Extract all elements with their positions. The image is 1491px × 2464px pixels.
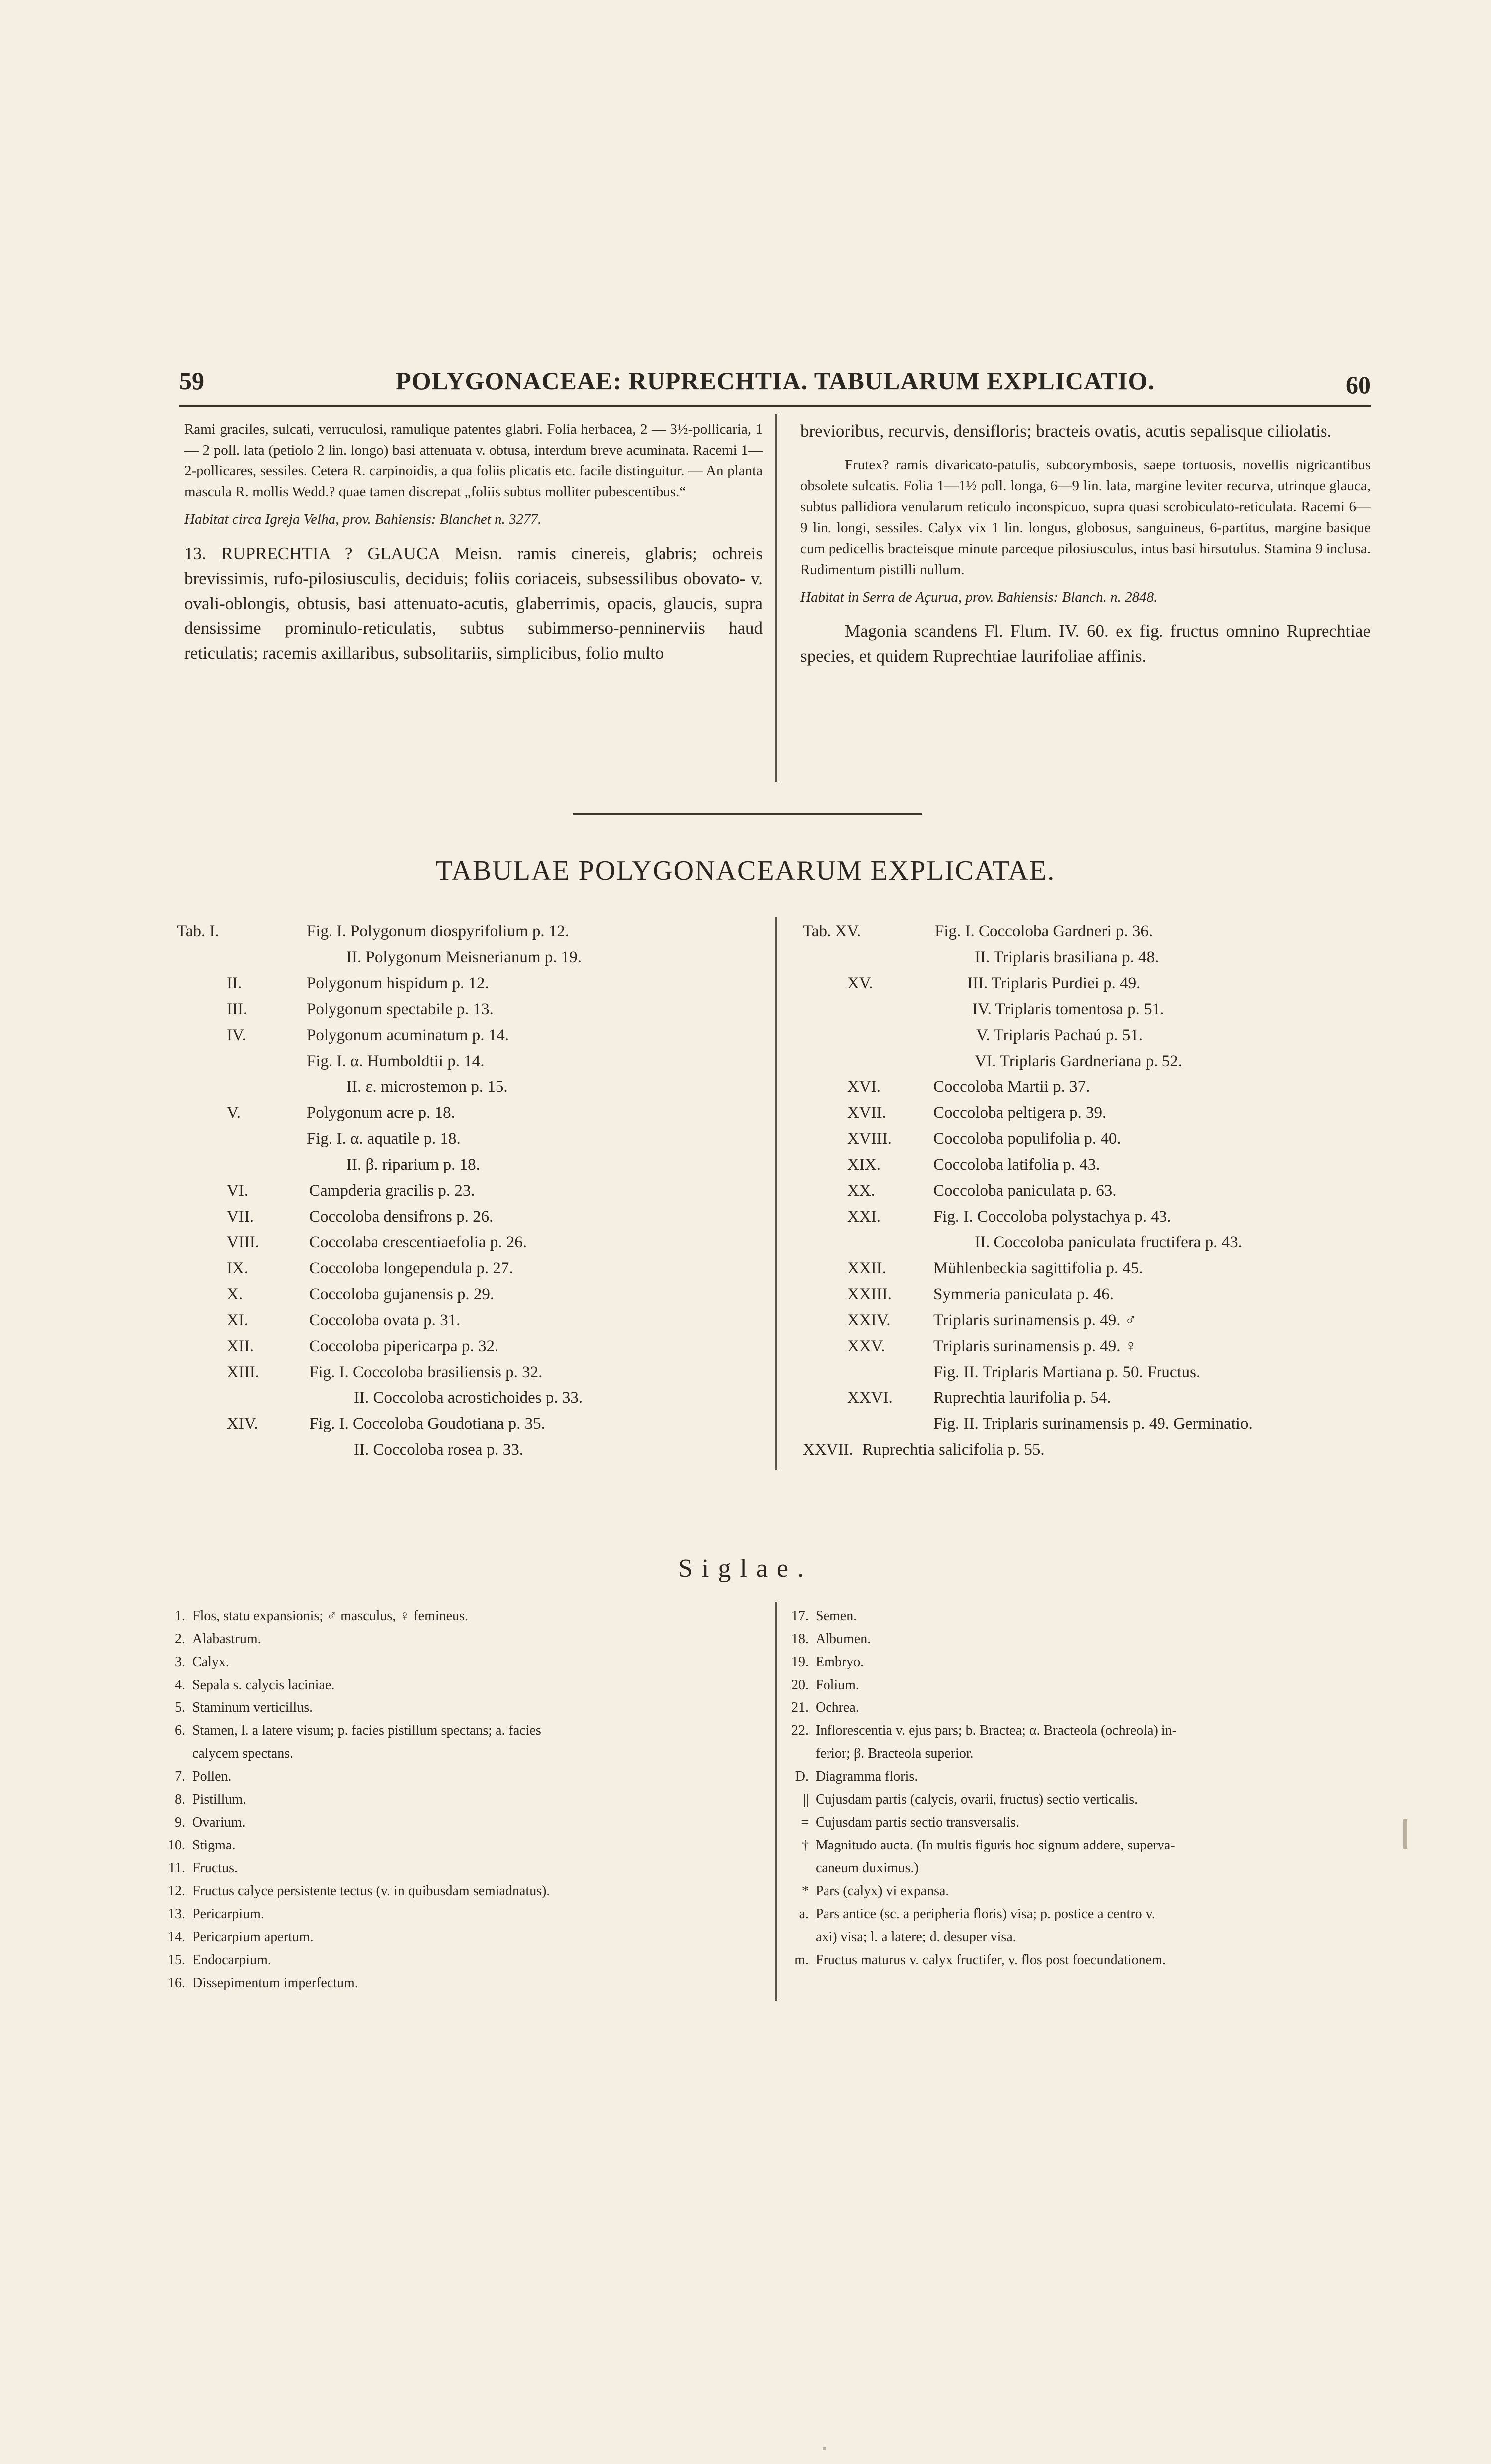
sigla-item: 1. Flos, statu expansionis; ♂ masculus, ♀ femineus. (175, 1608, 468, 1624)
right-text-column (800, 419, 1371, 669)
page-header (179, 366, 1371, 406)
sigla-item: 5. Staminum verticillus. (175, 1700, 313, 1715)
tab-row: Tab. XV. Fig. I. Coccoloba Gardneri p. 36. (803, 923, 1153, 940)
sigla-item: 17. Semen. (791, 1608, 857, 1624)
sigla-item: D. Diagramma floris. (795, 1769, 918, 1784)
tab-row: XV. III. Triplaris Purdiei p. 49. (847, 974, 1141, 992)
paper-speck (1403, 1819, 1407, 1849)
sigla-item: 11. Fructus. (168, 1860, 238, 1876)
sigla-item: 10. Stigma. (168, 1838, 236, 1853)
sigla-item: 7. Pollen. (175, 1769, 232, 1784)
sigla-item: 18. Albumen. (791, 1631, 871, 1647)
left-text-column (184, 419, 763, 666)
tab-row: IV. Polygonum acuminatum p. 14. (227, 1026, 509, 1044)
tab-row: XXII. Mühlenbeckia sagittifolia p. 45. (847, 1259, 1143, 1277)
tab-row: XI. Coccoloba ovata p. 31. (227, 1311, 461, 1329)
column-divider (775, 414, 777, 782)
magonia-scandens-note: Magonia scandens Fl. Flum. IV. 60. ex fig. fructus omnino Ruprechtiae species, et quidem Ruprechtiae laurifoliae affinis. (800, 621, 1371, 666)
siglae-divider (775, 1602, 777, 2001)
right-habitat: Habitat in Serra de Açurua, prov. Bahiensis: Blanch. n. 2848. (800, 589, 1158, 605)
sigla-item: 15. Endocarpium. (168, 1952, 271, 1968)
sigla-item: a. Pars antice (sc. a peripheria floris) visa; p. postice a centro v. (799, 1906, 1155, 1922)
sigla-item: * Pars (calyx) vi expansa. (802, 1883, 949, 1899)
sigla-item: 19. Embryo. (791, 1654, 864, 1670)
tabulae-title: TABULAE POLYGONACEARUM EXPLICATAE. (435, 855, 1056, 886)
right-frutex-paragraph: Frutex? ramis divaricato-patulis, subcorymbosis, saepe tortuosis, novellis nigricantibus obsolete sulcatis. Folia 1—1½ poll. longa, 6—9 lin. lata, margine leviter recurva, utrinque glauca, subtus pallidiora venularum reticulo inconspicuo, supra quasi scrobiculato-reticulata. Racemi 6—9 lin. longi, sessiles. Calyx vix 1 lin. longus, globosus, sanguineus, 6-partitus, margine basique cum pedicellis bracteisque minute parceque pilosiusculus, intus basi hirsutulus. Stamina 9 inclusa. Rudimentum pistilli nullum. (800, 457, 1371, 578)
tab-row: II. β. riparium p. 18. (346, 1156, 480, 1174)
header-rule (179, 405, 1371, 407)
tab-row: II. Coccoloba rosea p. 33. (354, 1441, 523, 1459)
sigla-item: 16. Dissepimentum imperfectum. (168, 1975, 358, 1991)
tab-row: Fig. II. Triplaris Martiana p. 50. Fructus. (933, 1363, 1201, 1381)
tab-row: Fig. I. α. aquatile p. 18. (307, 1130, 461, 1148)
entry-13-ruprechtia-glauca: 13. RUPRECHTIA ? GLAUCA Meisn. ramis cinereis, glabris; ochreis brevissimis, rufo-pilosiusculis, deciduis; foliis coriaceis, subsessilibus obovato- v. ovali-oblongis, obtusis, basi attenuato-acutis, glaberrimis, opacis, glaucis, supra densissime prominulo-reticulatis, subtus subimmerso-penninerviis haud reticulatis; racemis axillaribus, subsolitariis, simplicibus, folio multo (184, 544, 763, 663)
paper-speck (823, 2447, 826, 2450)
sigla-item: 12. Fructus calyce persistente tectus (v. in quibusdam semiadnatus). (168, 1883, 550, 1899)
tab-row: II. Polygonum hispidum p. 12. (227, 974, 489, 992)
sigla-item: 8. Pistillum. (175, 1792, 247, 1807)
sigla-item: 2. Alabastrum. (175, 1631, 261, 1647)
running-title: POLYGONACEAE: RUPRECHTIA. TABULARUM EXPLICATIO. (396, 367, 1155, 395)
right-page-number: 60 (1346, 371, 1371, 399)
tab-row: XVII. Coccoloba peltigera p. 39. (847, 1104, 1107, 1122)
tab-row: II. Polygonum Meisnerianum p. 19. (346, 948, 582, 966)
sigla-item: 21. Ochrea. (791, 1700, 859, 1715)
tab-row: VI. Triplaris Gardneriana p. 52. (975, 1052, 1183, 1070)
sigla-item-continuation: caneum duximus.) (816, 1860, 919, 1876)
tab-row: VII. Coccoloba densifrons p. 26. (227, 1208, 494, 1226)
sigla-item: 4. Sepala s. calycis laciniae. (175, 1677, 335, 1693)
tab-row: V. Triplaris Pachaú p. 51. (976, 1026, 1143, 1044)
tab-row: II. Coccoloba paniculata fructifera p. 43. (975, 1233, 1242, 1251)
tab-row: IV. Triplaris tomentosa p. 51. (972, 1000, 1164, 1018)
tab-row: II. Coccoloba acrostichoides p. 33. (354, 1389, 583, 1407)
tab-row: XXVII. Ruprechtia salicifolia p. 55. (803, 1441, 1045, 1459)
left-habitat: Habitat circa Igreja Velha, prov. Bahiensis: Blanchet n. 3277. (184, 511, 542, 527)
sigla-item: 22. Inflorescentia v. ejus pars; b. Bractea; α. Bracteola (ochreola) in- (791, 1723, 1177, 1738)
tab-row: XVI. Coccoloba Martii p. 37. (847, 1078, 1090, 1096)
tab-row: XIV. Fig. I. Coccoloba Goudotiana p. 35. (227, 1415, 545, 1433)
tab-row: VIII. Coccolaba crescentiaefolia p. 26. (227, 1233, 527, 1251)
tab-row: II. ε. microstemon p. 15. (346, 1078, 508, 1096)
tab-row: XXIII. Symmeria paniculata p. 46. (847, 1285, 1114, 1303)
tab-row: Tab. I. Fig. I. Polygonum diospyrifolium p. 12. (177, 923, 570, 940)
tab-row: XXIV. Triplaris surinamensis p. 49. ♂ (847, 1311, 1137, 1329)
left-page-number: 59 (179, 367, 204, 395)
tab-row: XIX. Coccoloba latifolia p. 43. (847, 1156, 1100, 1174)
tab-row: XIII. Fig. I. Coccoloba brasiliensis p. 32. (227, 1363, 543, 1381)
sigla-item: 6. Stamen, l. a latere visum; p. facies pistillum spectans; a. facies (175, 1723, 541, 1738)
section-separator (573, 813, 922, 815)
sigla-item: 20. Folium. (791, 1677, 859, 1693)
tab-row: II. Triplaris brasiliana p. 48. (975, 948, 1159, 966)
sigla-item: = Cujusdam partis sectio transversalis. (801, 1815, 1020, 1830)
tab-row: XXI. Fig. I. Coccoloba polystachya p. 43. (847, 1208, 1171, 1226)
tab-row: XII. Coccoloba pipericarpa p. 32. (227, 1337, 499, 1355)
tab-row: Fig. II. Triplaris surinamensis p. 49. Germinatio. (933, 1415, 1253, 1433)
tabulae-divider (775, 917, 777, 1470)
sigla-item-continuation: axi) visa; l. a latere; d. desuper visa. (816, 1929, 1016, 1945)
right-continuation: brevioribus, recurvis, densifloris; bracteis ovatis, acutis sepalisque ciliolatis. (800, 421, 1332, 441)
left-paragraph-rami: Rami graciles, sulcati, verruculosi, ramulique patentes glabri. Folia herbacea, 2 — 3½-pollicaria, 1 — 2 poll. lata (petiolo 2 lin. longo) basi attenuata v. obtusa, interdum breve acuminata. Racemi 1—2-pollicares, sessiles. Cetera R. carpinoidis, a qua foliis plicatis etc. facile distinguitur. — An planta mascula R. mollis Wedd.? quae tamen discrepat „foliis subtus molliter pubescentibus.“ (184, 421, 763, 500)
tab-row: III. Polygonum spectabile p. 13. (227, 1000, 494, 1018)
siglae-title: Siglae. (678, 1554, 813, 1583)
tab-row: XVIII. Coccoloba populifolia p. 40. (847, 1130, 1121, 1148)
sigla-item: 3. Calyx. (175, 1654, 229, 1670)
tab-row: XXVI. Ruprechtia laurifolia p. 54. (847, 1389, 1111, 1407)
tab-row: X. Coccoloba gujanensis p. 29. (227, 1285, 495, 1303)
tab-row: IX. Coccoloba longependula p. 27. (227, 1259, 513, 1277)
sigla-item: 14. Pericarpium apertum. (168, 1929, 314, 1945)
sigla-item: 9. Ovarium. (175, 1815, 246, 1830)
sigla-item: 13. Pericarpium. (168, 1906, 264, 1922)
sigla-item: m. Fructus maturus v. calyx fructifer, v. flos post foecundationem. (794, 1952, 1166, 1968)
sigla-item: || Cujusdam partis (calycis, ovarii, fructus) sectio verticalis. (803, 1792, 1138, 1807)
tab-row: Fig. I. α. Humboldtii p. 14. (307, 1052, 485, 1070)
tab-row: VI. Campderia gracilis p. 23. (227, 1182, 475, 1200)
sigla-item-continuation: calycem spectans. (192, 1746, 294, 1761)
sigla-item: † Magnitudo aucta. (In multis figuris hoc signum addere, superva- (802, 1838, 1175, 1853)
sigla-item-continuation: ferior; β. Bracteola superior. (816, 1746, 974, 1761)
tab-row: V. Polygonum acre p. 18. (227, 1104, 455, 1122)
tab-row: XX. Coccoloba paniculata p. 63. (847, 1182, 1117, 1200)
tab-row: XXV. Triplaris surinamensis p. 49. ♀ (847, 1337, 1137, 1355)
